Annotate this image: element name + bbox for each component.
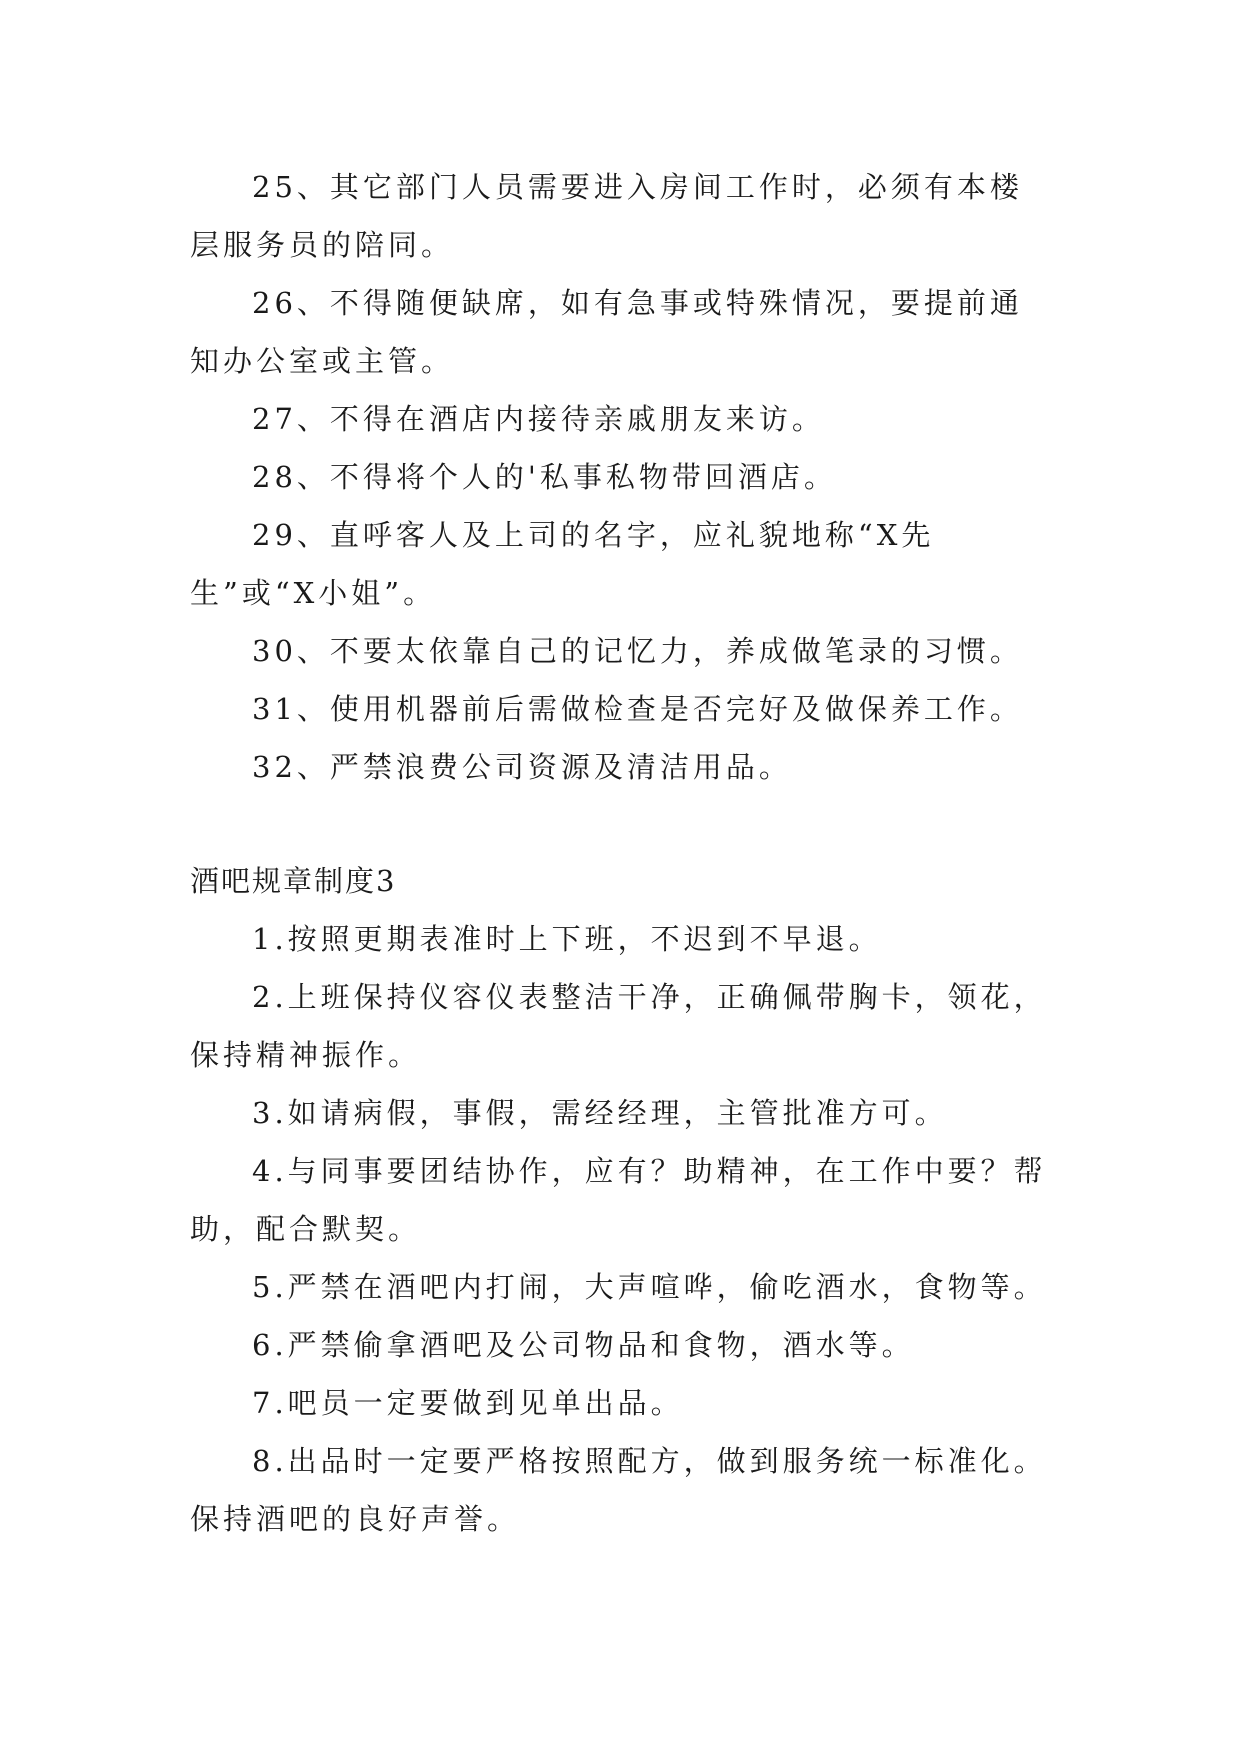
bar-rule-5: 5.严禁在酒吧内打闹，大声喧哗，偷吃酒水，食物等。 [252,1270,1047,1304]
rule-item-31: 31、使用机器前后需做检查是否完好及做保养工作。 [252,692,1023,726]
rule-item-25: 25、其它部门人员需要进入房间工作时，必须有本楼层服务员的陪同。 [190,170,1023,262]
section-title: 酒吧规章制度3 [190,864,397,898]
rule-item-26: 26、不得随便缺席，如有急事或特殊情况，要提前通知办公室或主管。 [190,286,1023,378]
bar-rule-8: 8.出品时一定要严格按照配方，做到服务统一标准化。保持酒吧的良好声誉。 [190,1444,1047,1536]
rule-item-27: 27、不得在酒店内接待亲戚朋友来访。 [252,402,825,436]
rule-item-30: 30、不要太依靠自己的记忆力，养成做笔录的习惯。 [252,634,1023,668]
bar-rule-1: 1.按照更期表准时上下班，不迟到不早退。 [252,922,882,956]
rule-item-32: 32、严禁浪费公司资源及清洁用品。 [252,750,792,784]
bar-rule-4: 4.与同事要团结协作，应有？助精神，在工作中要？帮助，配合默契。 [190,1154,1047,1246]
bar-rule-7: 7.吧员一定要做到见单出品。 [252,1386,684,1420]
rule-item-29: 29、直呼客人及上司的名字，应礼貌地称“X先生”或“X小姐”。 [190,518,935,610]
bar-rule-2: 2.上班保持仪容仪表整洁干净，正确佩带胸卡，领花，保持精神振作。 [190,980,1047,1072]
bar-rule-3: 3.如请病假，事假，需经经理，主管批准方可。 [252,1096,948,1130]
rule-item-28: 28、不得将个人的'私事私物带回酒店。 [252,460,837,494]
bar-rule-6: 6.严禁偷拿酒吧及公司物品和食物，酒水等。 [252,1328,915,1362]
